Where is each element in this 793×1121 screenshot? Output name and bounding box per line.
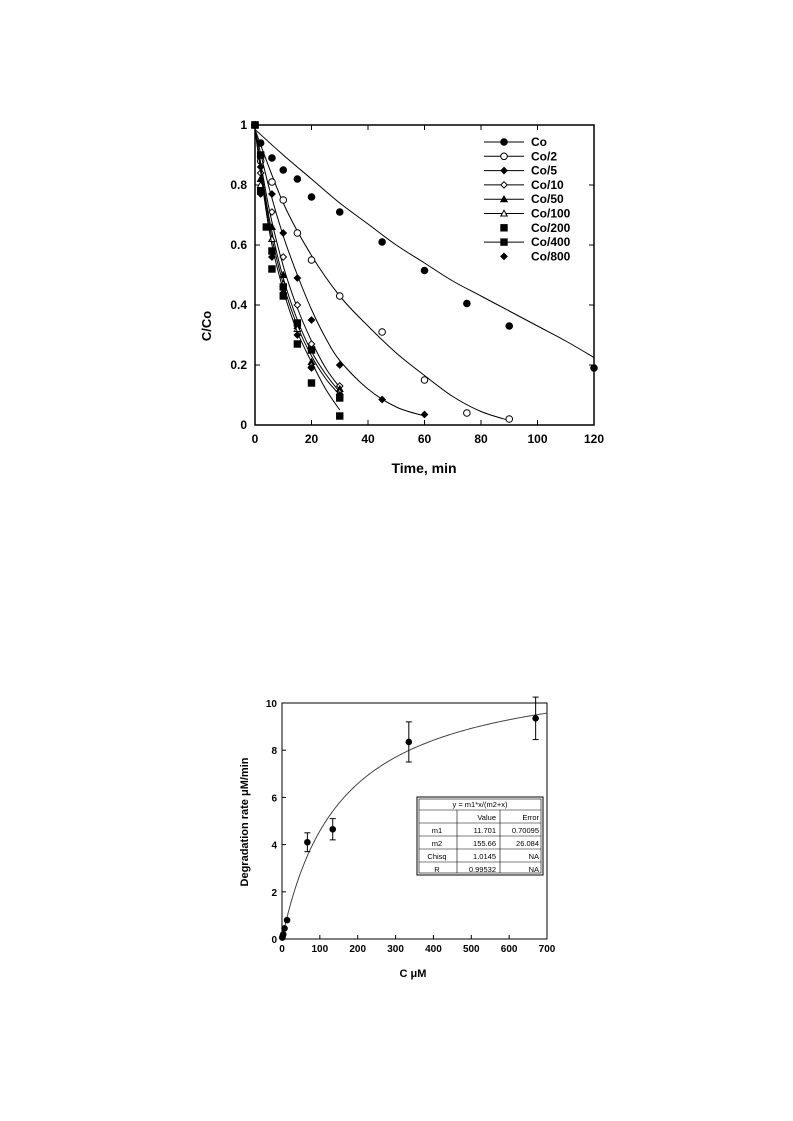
data-point	[280, 931, 286, 937]
series-co-2	[252, 122, 513, 423]
legend-label: Co/5	[531, 163, 558, 178]
series-co-800	[252, 122, 343, 398]
fit-table-cell: 11.701	[473, 826, 496, 835]
data-point	[269, 155, 276, 162]
x-tick-label: 400	[425, 944, 442, 955]
x-axis-label: C μM	[399, 968, 427, 980]
x-tick-label: 40	[361, 432, 375, 446]
x-tick-label: 0	[279, 944, 285, 955]
rate-chart	[0, 685, 793, 985]
data-point	[379, 329, 386, 336]
y-tick-label: 6	[271, 793, 277, 805]
x-tick-label: 80	[474, 432, 488, 446]
fit-table-cell: Chisq	[427, 852, 447, 861]
data-point	[294, 341, 300, 347]
legend-marker	[501, 139, 508, 146]
figure-1	[0, 100, 793, 495]
y-tick-label: 0	[240, 418, 247, 432]
legend-marker	[501, 167, 507, 173]
x-tick-label: 20	[304, 432, 319, 446]
x-tick-label: 600	[500, 944, 518, 955]
legend-marker	[501, 182, 507, 188]
data-point	[284, 917, 290, 923]
data-point	[330, 826, 336, 832]
data-point	[308, 317, 314, 323]
fit-line	[255, 130, 340, 411]
x-tick-label: 500	[462, 944, 480, 955]
x-tick-label: 120	[583, 432, 605, 446]
data-point	[421, 267, 428, 274]
data-point	[336, 209, 343, 216]
data-point	[308, 380, 314, 386]
y-tick-label: 0.4	[230, 298, 247, 312]
legend-marker	[501, 225, 507, 231]
legend-label: Co/100	[531, 206, 571, 221]
legend-label: Co	[531, 135, 547, 149]
data-point	[591, 365, 598, 372]
legend-entry	[484, 192, 564, 206]
y-tick-label: 0.2	[230, 358, 247, 372]
data-point	[269, 236, 275, 242]
data-point	[379, 239, 386, 246]
fit-table-cell: NA	[528, 865, 539, 874]
legend-entry	[501, 249, 571, 263]
y-tick-label: 2	[271, 887, 277, 899]
data-point	[464, 300, 471, 307]
decay-chart	[0, 100, 793, 490]
data-point	[280, 167, 287, 174]
x-tick-label: 0	[251, 432, 259, 446]
data-point	[464, 410, 471, 417]
data-point	[294, 176, 301, 183]
data-point	[280, 197, 287, 204]
data-point	[308, 194, 315, 201]
legend-marker	[501, 153, 508, 160]
fit-line	[255, 130, 509, 421]
legend-label: Co/2	[531, 149, 558, 164]
fit-table-cell: 1.0145	[473, 852, 496, 861]
data-point	[421, 411, 427, 417]
legend-marker	[501, 253, 507, 259]
legend-label: Co/200	[531, 220, 571, 235]
fit-line	[255, 130, 340, 393]
series-co-100	[252, 122, 343, 395]
x-tick-label: 100	[311, 944, 329, 955]
fit-line	[255, 130, 340, 396]
y-axis-label: Degradation rate μM/min	[239, 757, 251, 887]
x-tick-label: 700	[538, 944, 556, 955]
x-tick-label: 60	[417, 432, 432, 446]
y-tick-label: 0.8	[230, 178, 247, 192]
x-axis-label: Time, min	[391, 460, 457, 476]
fit-table-header: Error	[522, 813, 539, 822]
fit-table-cell: m2	[431, 839, 443, 848]
fit-table-title: y = m1*x/(m2+x)	[452, 800, 508, 809]
data-point	[269, 266, 275, 272]
legend-label: Co/10	[531, 177, 564, 192]
x-tick-label: 200	[349, 944, 367, 955]
data-point	[421, 377, 428, 384]
data-point	[337, 413, 343, 419]
fit-table	[417, 797, 543, 875]
data-point	[506, 416, 513, 423]
legend-label: Co/50	[531, 192, 564, 207]
fit-table-cell: NA	[528, 852, 539, 861]
series-co-50	[252, 122, 343, 392]
legend-entry	[484, 135, 547, 149]
x-tick-label: 300	[387, 944, 404, 955]
legend-marker	[501, 239, 507, 245]
y-tick-label: 0	[271, 935, 277, 946]
fit-table-cell: 155.66	[473, 839, 496, 848]
data-point	[294, 230, 301, 237]
data-point	[336, 293, 343, 300]
fit-table-cell: 0.70095	[511, 826, 539, 835]
data-point	[506, 323, 513, 330]
figure-2	[0, 685, 793, 990]
fit-line	[255, 130, 340, 388]
fit-table-cell: m1	[431, 826, 443, 835]
x-tick-label: 100	[527, 432, 548, 446]
legend-entry	[484, 235, 571, 249]
series-co-200	[252, 122, 343, 419]
legend-entry	[484, 207, 571, 221]
data-point	[308, 257, 315, 264]
data-point	[308, 347, 314, 353]
y-tick-label: 10	[265, 699, 277, 710]
fit-table-cell: R	[434, 865, 440, 874]
legend-entry	[501, 221, 571, 235]
legend-entry	[484, 164, 557, 178]
legend-entry	[484, 178, 564, 192]
series-co-400	[252, 122, 343, 410]
data-point	[280, 230, 286, 236]
y-tick-label: 1	[240, 118, 247, 132]
y-tick-label: 4	[271, 840, 277, 852]
y-axis-label: C/Co	[199, 310, 214, 342]
legend-entry	[484, 149, 557, 163]
series-co-10	[252, 122, 343, 389]
y-tick-label: 0.6	[230, 238, 247, 252]
legend-label: Co/800	[531, 249, 571, 264]
y-tick-label: 8	[271, 746, 277, 758]
data-point	[533, 716, 539, 722]
fit-table-cell: 0.99532	[468, 865, 496, 874]
data-point	[269, 179, 276, 186]
data-point	[406, 739, 412, 745]
data-point	[282, 926, 288, 932]
legend-label: Co/400	[531, 235, 571, 250]
fit-table-cell: 26.084	[516, 839, 539, 848]
data-point	[305, 839, 311, 845]
fit-table-header: Value	[477, 813, 496, 822]
data-point	[294, 320, 300, 326]
